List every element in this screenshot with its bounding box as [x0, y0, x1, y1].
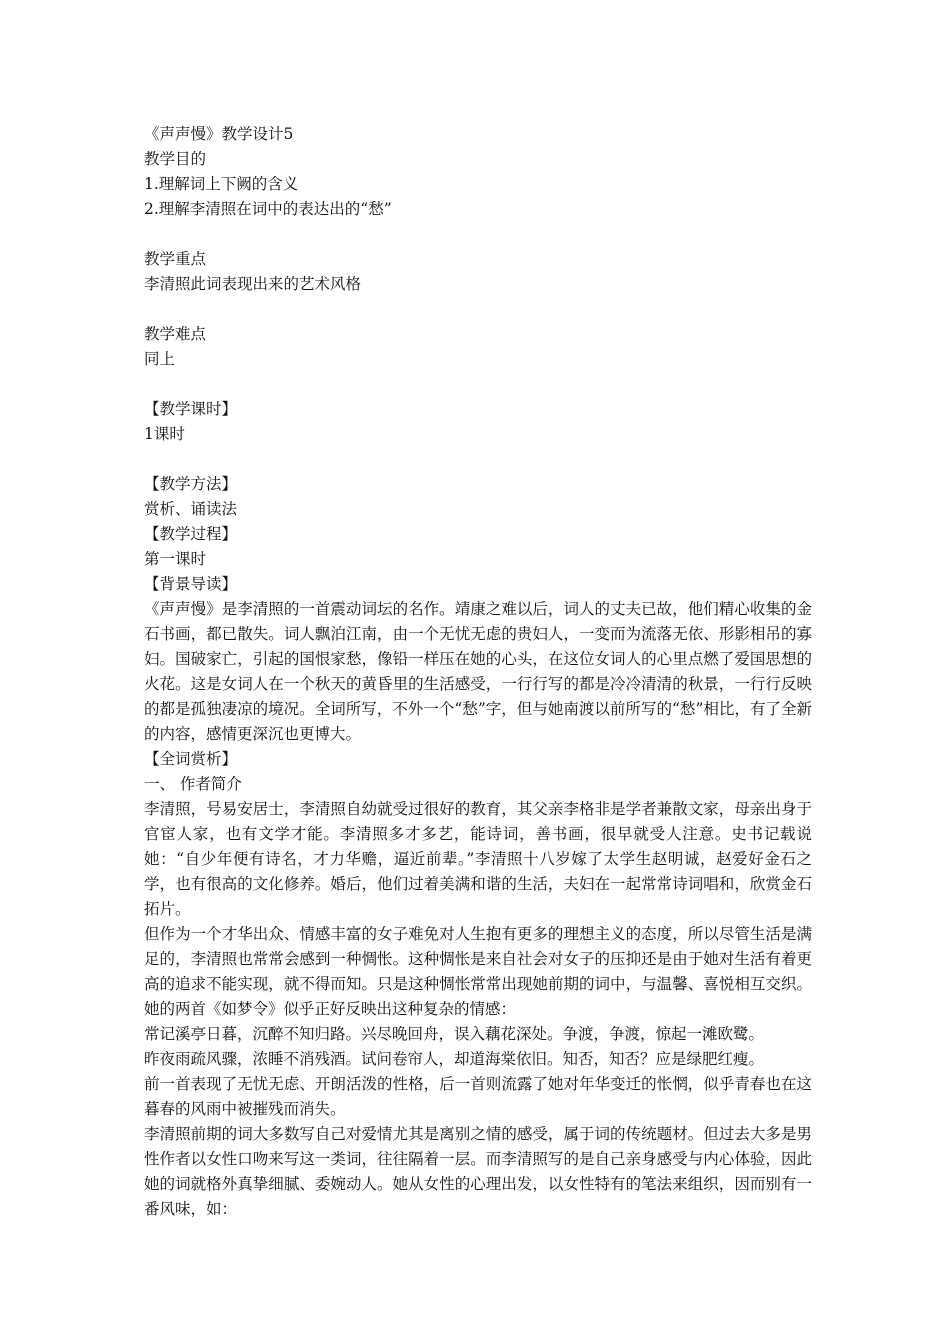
difficulty-text: 同上: [144, 350, 176, 368]
body-paragraph: 前一首表现了无忧无虑、开朗活泼的性格，后一首则流露了她对年华变迁的怅惘，似乎青春也在这暮春的风雨中被摧残而消失。: [144, 1075, 812, 1118]
body-paragraph: 但作为一个才华出众、情感丰富的女子难免对人生抱有更多的理想主义的态度，所以尽管生活是满足的，李清照也常常会感到一种惆怅。这种惆怅是来自社会对女子的压抑还是由于她对生活有着更高的追求不能实现，就不得而知。只是这种惆怅常常出现她前期的词中，与温馨、喜悦相互交织。她的两首《如梦令》似乎正好反映出这种复杂的情感：: [144, 925, 812, 1018]
appreciation-heading: 【全词赏析】: [144, 750, 238, 768]
poem-line: 昨夜雨疏风骤，浓睡不消残酒。试问卷帘人，却道海棠依旧。知否，知否？应是绿肥红瘦。: [144, 1050, 765, 1068]
background-paragraph: 《声声慢》是李清照的一首震动词坛的名作。靖康之难以后，词人的丈夫已故，他们精心收集的金石书画，都已散失。词人飘泊江南，由一个无忧无虑的贵妇人，一变而为流落无依、形影相吊的寡妇。国破家亡，引起的国恨家愁，像铅一样压在她的心头，在这位女词人的心里点燃了爱国思想的火花。这是女词人在一个秋天的黄昏里的生活感受，一行行写的都是冷冷清清的秋景，一行行反映的都是孤独凄凉的境况。全词所写，不外一个“愁”字，但与她南渡以前所写的“愁”相比，有了全新的内容，感情更深沉也更博大。: [144, 600, 812, 743]
spacer: [144, 372, 812, 397]
objective-item: 1.理解词上下阙的含义: [144, 175, 299, 193]
spacer: [144, 297, 812, 322]
spacer: [144, 222, 812, 247]
spacer: [144, 447, 812, 472]
difficulty-heading: 教学难点: [144, 325, 207, 343]
method-text: 赏析、诵读法: [144, 500, 238, 518]
body-paragraph: 李清照前期的词大多数写自己对爱情尤其是离别之情的感受，属于词的传统题材。但过去大多是男性作者以女性口吻来写这一类词，往往隔着一层。而李清照写的是自己亲身感受与内心体验，因此她的词就格外真挚细腻、委婉动人。她从女性的心理出发，以女性特有的笔法来组织，因而别有一番风味，如：: [144, 1125, 812, 1218]
hours-text: 1课时: [144, 425, 185, 443]
process-session: 第一课时: [144, 550, 207, 568]
background-heading: 【背景导读】: [144, 575, 238, 593]
key-point-text: 李清照此词表现出来的艺术风格: [144, 275, 362, 293]
hours-heading: 【教学课时】: [144, 400, 238, 418]
section-heading-author: 一、 作者简介: [144, 775, 242, 793]
method-heading: 【教学方法】: [144, 475, 238, 493]
poem-line: 常记溪亭日暮，沉醉不知归路。兴尽晚回舟，误入藕花深处。争渡，争渡，惊起一滩欧鹭。: [144, 1025, 765, 1043]
key-point-heading: 教学重点: [144, 250, 207, 268]
body-paragraph: 李清照，号易安居士，李清照自幼就受过很好的教育，其父亲李格非是学者兼散文家，母亲出身于官宦人家，也有文学才能。李清照多才多艺，能诗词，善书画，很早就受人注意。史书记载说她：“自少年便有诗名，才力华赡，逼近前辈。”李清照十八岁嫁了太学生赵明诚，赵爱好金石之学，也有很高的文化修养。婚后，他们过着美满和谐的生活，夫妇在一起常常诗词唱和，欣赏金石拓片。: [144, 800, 812, 918]
document-page: [144, 122, 812, 1222]
objectives-heading: 教学目的: [144, 150, 207, 168]
document-title: 《声声慢》教学设计5: [144, 125, 294, 143]
process-heading: 【教学过程】: [144, 525, 238, 543]
objective-item: 2.理解李清照在词中的表达出的“愁”: [144, 200, 392, 218]
